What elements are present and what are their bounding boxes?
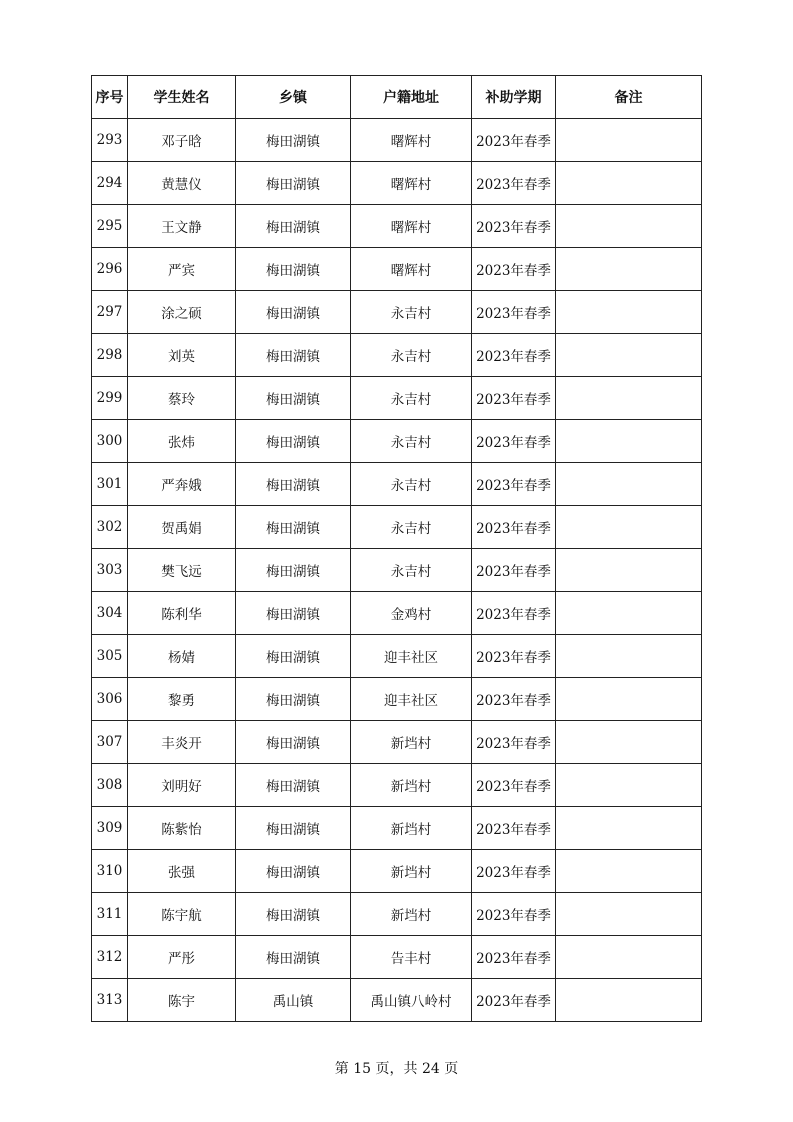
cell-household-address: 迎丰社区 [351, 635, 472, 678]
cell-index: 303 [92, 549, 128, 592]
cell-index: 304 [92, 592, 128, 635]
table-header-row [92, 76, 702, 119]
cell-index: 301 [92, 463, 128, 506]
cell-household-address: 禹山镇八岭村 [351, 979, 472, 1022]
cell-township: 梅田湖镇 [236, 764, 351, 807]
table-row [92, 334, 702, 377]
cell-remarks [556, 850, 702, 893]
table-row [92, 592, 702, 635]
cell-household-address: 新垱村 [351, 721, 472, 764]
cell-remarks [556, 248, 702, 291]
cell-student-name: 王文静 [128, 205, 236, 248]
cell-subsidy-term: 2023年春季 [472, 119, 556, 162]
cell-township: 梅田湖镇 [236, 119, 351, 162]
cell-subsidy-term: 2023年春季 [472, 979, 556, 1022]
cell-township: 梅田湖镇 [236, 162, 351, 205]
cell-student-name: 严彤 [128, 936, 236, 979]
table-row [92, 893, 702, 936]
cell-township: 梅田湖镇 [236, 850, 351, 893]
student-subsidy-table [91, 75, 702, 1022]
cell-household-address: 永吉村 [351, 549, 472, 592]
cell-household-address: 新垱村 [351, 893, 472, 936]
cell-index: 306 [92, 678, 128, 721]
cell-township: 梅田湖镇 [236, 549, 351, 592]
cell-household-address: 迎丰社区 [351, 678, 472, 721]
cell-index: 295 [92, 205, 128, 248]
cell-household-address: 曙辉村 [351, 119, 472, 162]
header-remarks: 备注 [556, 76, 702, 119]
cell-index: 310 [92, 850, 128, 893]
cell-household-address: 金鸡村 [351, 592, 472, 635]
table-row [92, 936, 702, 979]
cell-student-name: 陈利华 [128, 592, 236, 635]
cell-township: 禹山镇 [236, 979, 351, 1022]
cell-student-name: 刘英 [128, 334, 236, 377]
cell-subsidy-term: 2023年春季 [472, 635, 556, 678]
cell-remarks [556, 377, 702, 420]
cell-index: 313 [92, 979, 128, 1022]
cell-township: 梅田湖镇 [236, 205, 351, 248]
header-township: 乡镇 [236, 76, 351, 119]
cell-remarks [556, 678, 702, 721]
header-index: 序号 [92, 76, 128, 119]
cell-remarks [556, 721, 702, 764]
table-row [92, 549, 702, 592]
cell-student-name: 蔡玲 [128, 377, 236, 420]
cell-index: 307 [92, 721, 128, 764]
cell-remarks [556, 635, 702, 678]
cell-subsidy-term: 2023年春季 [472, 721, 556, 764]
header-student-name: 学生姓名 [128, 76, 236, 119]
cell-remarks [556, 162, 702, 205]
table-row [92, 678, 702, 721]
cell-subsidy-term: 2023年春季 [472, 764, 556, 807]
page-footer: 第 15 页，共 24 页 [334, 1061, 459, 1077]
table-row [92, 162, 702, 205]
cell-remarks [556, 291, 702, 334]
cell-household-address: 永吉村 [351, 420, 472, 463]
cell-township: 梅田湖镇 [236, 463, 351, 506]
cell-index: 308 [92, 764, 128, 807]
cell-township: 梅田湖镇 [236, 635, 351, 678]
cell-index: 296 [92, 248, 128, 291]
cell-student-name: 张炜 [128, 420, 236, 463]
cell-index: 298 [92, 334, 128, 377]
table-row [92, 850, 702, 893]
cell-index: 302 [92, 506, 128, 549]
cell-subsidy-term: 2023年春季 [472, 162, 556, 205]
table-row [92, 764, 702, 807]
cell-student-name: 陈宇 [128, 979, 236, 1022]
table-row [92, 119, 702, 162]
cell-student-name: 邓子晗 [128, 119, 236, 162]
cell-student-name: 严宾 [128, 248, 236, 291]
table-row [92, 635, 702, 678]
cell-index: 312 [92, 936, 128, 979]
cell-index: 294 [92, 162, 128, 205]
header-subsidy-term: 补助学期 [472, 76, 556, 119]
cell-township: 梅田湖镇 [236, 291, 351, 334]
cell-remarks [556, 764, 702, 807]
cell-remarks [556, 463, 702, 506]
table-row [92, 979, 702, 1022]
cell-remarks [556, 205, 702, 248]
cell-subsidy-term: 2023年春季 [472, 549, 556, 592]
cell-household-address: 曙辉村 [351, 205, 472, 248]
cell-remarks [556, 893, 702, 936]
cell-student-name: 陈紫怡 [128, 807, 236, 850]
cell-student-name: 严奔娥 [128, 463, 236, 506]
table-row [92, 291, 702, 334]
cell-student-name: 张强 [128, 850, 236, 893]
cell-remarks [556, 549, 702, 592]
cell-household-address: 永吉村 [351, 334, 472, 377]
cell-remarks [556, 334, 702, 377]
cell-subsidy-term: 2023年春季 [472, 807, 556, 850]
cell-township: 梅田湖镇 [236, 807, 351, 850]
cell-township: 梅田湖镇 [236, 592, 351, 635]
cell-index: 311 [92, 893, 128, 936]
cell-student-name: 黎勇 [128, 678, 236, 721]
cell-subsidy-term: 2023年春季 [472, 420, 556, 463]
cell-subsidy-term: 2023年春季 [472, 893, 556, 936]
cell-township: 梅田湖镇 [236, 721, 351, 764]
cell-remarks [556, 420, 702, 463]
cell-subsidy-term: 2023年春季 [472, 377, 556, 420]
cell-index: 293 [92, 119, 128, 162]
table-row [92, 506, 702, 549]
table-body [92, 119, 702, 1022]
cell-subsidy-term: 2023年春季 [472, 334, 556, 377]
cell-township: 梅田湖镇 [236, 334, 351, 377]
cell-remarks [556, 119, 702, 162]
cell-remarks [556, 979, 702, 1022]
cell-remarks [556, 807, 702, 850]
table-row [92, 807, 702, 850]
cell-household-address: 永吉村 [351, 506, 472, 549]
cell-subsidy-term: 2023年春季 [472, 291, 556, 334]
cell-household-address: 永吉村 [351, 463, 472, 506]
cell-subsidy-term: 2023年春季 [472, 678, 556, 721]
cell-index: 299 [92, 377, 128, 420]
table-row [92, 248, 702, 291]
cell-subsidy-term: 2023年春季 [472, 850, 556, 893]
cell-township: 梅田湖镇 [236, 678, 351, 721]
cell-subsidy-term: 2023年春季 [472, 592, 556, 635]
cell-student-name: 黄慧仪 [128, 162, 236, 205]
table-row [92, 721, 702, 764]
cell-household-address: 告丰村 [351, 936, 472, 979]
cell-subsidy-term: 2023年春季 [472, 936, 556, 979]
cell-household-address: 曙辉村 [351, 162, 472, 205]
cell-subsidy-term: 2023年春季 [472, 463, 556, 506]
cell-remarks [556, 506, 702, 549]
cell-household-address: 新垱村 [351, 764, 472, 807]
cell-township: 梅田湖镇 [236, 377, 351, 420]
cell-index: 300 [92, 420, 128, 463]
cell-subsidy-term: 2023年春季 [472, 248, 556, 291]
cell-student-name: 杨婧 [128, 635, 236, 678]
table-row [92, 463, 702, 506]
cell-student-name: 刘明好 [128, 764, 236, 807]
header-household-address: 户籍地址 [351, 76, 472, 119]
cell-subsidy-term: 2023年春季 [472, 205, 556, 248]
cell-subsidy-term: 2023年春季 [472, 506, 556, 549]
table-row [92, 205, 702, 248]
cell-student-name: 涂之硕 [128, 291, 236, 334]
cell-township: 梅田湖镇 [236, 893, 351, 936]
cell-remarks [556, 936, 702, 979]
cell-township: 梅田湖镇 [236, 420, 351, 463]
cell-remarks [556, 592, 702, 635]
table-row [92, 420, 702, 463]
cell-student-name: 贺禹娟 [128, 506, 236, 549]
cell-household-address: 新垱村 [351, 807, 472, 850]
cell-household-address: 永吉村 [351, 291, 472, 334]
cell-index: 297 [92, 291, 128, 334]
cell-household-address: 曙辉村 [351, 248, 472, 291]
cell-township: 梅田湖镇 [236, 936, 351, 979]
cell-household-address: 永吉村 [351, 377, 472, 420]
cell-township: 梅田湖镇 [236, 506, 351, 549]
cell-index: 305 [92, 635, 128, 678]
table-row [92, 377, 702, 420]
cell-township: 梅田湖镇 [236, 248, 351, 291]
cell-student-name: 丰炎开 [128, 721, 236, 764]
cell-household-address: 新垱村 [351, 850, 472, 893]
cell-student-name: 陈宇航 [128, 893, 236, 936]
cell-index: 309 [92, 807, 128, 850]
cell-student-name: 樊飞远 [128, 549, 236, 592]
